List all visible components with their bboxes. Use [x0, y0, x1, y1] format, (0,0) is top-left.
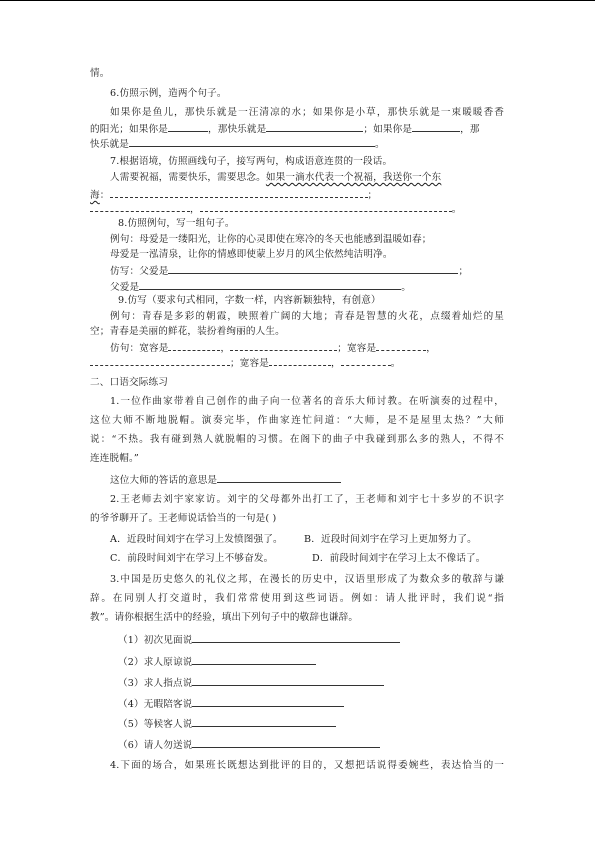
item-label: （2）求人原谅说	[118, 657, 193, 668]
page-top-border	[0, 0, 595, 1]
answer-blank[interactable]	[266, 122, 363, 132]
question-6-example: 如果你是鱼儿，那快乐就是一汪清凉的水；如果你是小草，那快乐就是一束暖暖香香	[110, 107, 504, 118]
s2-option-d[interactable]: D．前段时间刘宇在学习上太不像话了。	[312, 553, 486, 564]
text-fragment: 。	[401, 282, 411, 293]
text-fragment: ；宽容是	[337, 343, 377, 354]
question-7-title: 7.根据语境，仿照画线句子，接写两句，构成语意连贯的一段话。	[110, 156, 393, 167]
item-label: （6）请人勿送说	[118, 740, 193, 751]
answer-blank[interactable]	[192, 697, 344, 707]
answer-blank[interactable]	[168, 341, 220, 351]
answer-blank[interactable]	[139, 280, 401, 290]
question-9-example-1: 例句：青春是多彩的朝霞，映照着广阔的大地；青春是智慧的火花，点缀着灿烂的星	[110, 311, 504, 322]
answer-blank[interactable]	[192, 633, 400, 643]
question-6-title: 6.仿照示例，造两个句子。	[110, 88, 227, 99]
s3-line-2: 辞。在同别人打交道时，我们常常使用到这些词语。例如：请人批评时，我们说“指	[90, 593, 504, 604]
answer-blank[interactable]	[192, 676, 384, 686]
s1-line-4: 连连脱帽。”	[90, 453, 139, 464]
text-fragment: ；宽容是	[230, 358, 269, 369]
text-fragment: ，	[426, 343, 436, 354]
question-8-imitation-1	[110, 264, 468, 278]
answer-blank[interactable]	[129, 137, 375, 147]
answer-blank[interactable]	[269, 356, 331, 366]
answer-blank[interactable]	[376, 341, 426, 351]
text-fragment: 人需要祝福，需要快乐，需要思念。	[110, 172, 266, 183]
answer-blank[interactable]	[168, 264, 458, 274]
text-fragment: 。	[374, 139, 385, 150]
question-7-blank-line: 海： ；	[90, 190, 378, 201]
text-fragment: ；	[367, 190, 378, 201]
s2-line-1: 2.王老师去刘宇家家访。刘宇的父母都外出打工了，王老师和刘宇七十多岁的不识字	[110, 494, 504, 505]
answer-blank[interactable]	[90, 202, 190, 212]
question-8-example-2: 母爱是一泓清泉，让你的情感即使蒙上岁月的风尘依然纯洁明净。	[110, 249, 393, 260]
text-fragment: 快乐就是	[90, 139, 129, 150]
question-6-blank-line-2	[90, 137, 385, 151]
item-label: （5）等候客人说	[118, 719, 193, 730]
text-fragment: 父爱是	[110, 282, 140, 293]
question-9-example-2: 空；青春是美丽的鲜花，装扮着绚丽的人生。	[90, 326, 285, 337]
text-fragment: ，	[220, 343, 231, 354]
answer-blank[interactable]	[90, 356, 230, 366]
text-fragment: 。	[390, 358, 401, 369]
answer-blank[interactable]	[110, 188, 368, 198]
question-6-blank-line	[90, 122, 480, 136]
text-fragment: 的阳光；如果你是	[90, 124, 168, 135]
s1-question	[110, 473, 341, 487]
text-fragment: 。	[451, 204, 462, 215]
text-fragment: 这位大师的答话的意思是	[110, 475, 218, 486]
answer-blank[interactable]	[200, 202, 452, 212]
s3-line-3: 教”。请你根据生活中的经验，填出下列句子中的敬辞也谦辞。	[90, 612, 359, 623]
s2-option-c[interactable]: C．前段时间刘宇在学习上不够奋发。	[110, 553, 274, 564]
question-7-blank-line-2	[90, 202, 462, 216]
underlined-sentence: 如果一滴水代表一个祝福，我送你一个东	[265, 172, 442, 183]
s4-line-1: 4.下面的场合，如果班长既想达到批评的目的，又想把话说得委婉些，表达恰当的一	[110, 760, 504, 771]
question-8-title: 8.仿照例句，写一组句子。	[118, 218, 235, 229]
s3-item	[118, 697, 344, 711]
s1-line-1: 1.一位作曲家带着自己创作的曲子向一位著名的音乐大师讨教。在听演奏的过程中，	[110, 396, 504, 407]
question-8-imitation-2	[110, 280, 411, 294]
underlined-sentence: 海	[90, 190, 100, 201]
s2-option-b[interactable]: B．近段时间刘宇在学习上更加努力了。	[304, 534, 477, 545]
text-line: 情。	[90, 68, 110, 79]
question-9-imitation-2	[90, 356, 400, 370]
text-fragment: ；	[458, 266, 469, 277]
s1-line-3: 说：“不热。我有碰到熟人就脱帽的习惯。在阁下的曲子中我碰到那么多的熟人，不得不	[90, 434, 504, 445]
item-label: （3）求人指点说	[118, 678, 193, 689]
answer-blank[interactable]	[192, 717, 336, 727]
s3-item	[118, 633, 400, 647]
s3-line-1: 3.中国是历史悠久的礼仪之邦，在漫长的历史中，汉语里形成了为数众多的敬辞与谦	[110, 574, 504, 585]
text-fragment: 仿句：宽容是	[110, 343, 169, 354]
s3-item	[118, 738, 380, 752]
answer-blank[interactable]	[192, 738, 380, 748]
section-2-heading: 二、口语交际练习	[90, 377, 168, 388]
answer-blank[interactable]	[341, 356, 391, 366]
s3-item	[118, 676, 384, 690]
item-label: （4）无暇陪客说	[118, 699, 193, 710]
text-fragment: 仿写：父爱是	[110, 266, 169, 277]
answer-blank[interactable]	[192, 655, 316, 665]
text-fragment: ，	[330, 358, 341, 369]
answer-blank[interactable]	[412, 122, 460, 132]
question-9-title: 9.仿写（要求句式相同，字数一样，内容新颖独特，有创意）	[118, 295, 381, 306]
text-fragment: ，那快乐就是	[207, 124, 267, 135]
s3-item	[118, 655, 316, 669]
question-8-example-1: 例句：母爱是一缕阳光，让你的心灵即使在寒冷的冬天也能感到温暖如春；	[110, 234, 432, 245]
answer-blank[interactable]	[168, 122, 208, 132]
text-fragment: ；如果你是	[363, 124, 413, 135]
text-fragment: ，那	[460, 124, 480, 135]
s3-item	[118, 717, 336, 731]
s1-line-2: 这位大师不断地脱帽。演奏完毕，作曲家连忙问道：“大师，是不是屋里太热？”大师	[90, 415, 504, 426]
question-9-imitation-1	[110, 341, 436, 355]
question-7-context	[110, 172, 441, 184]
s2-line-2: 的爷爷聊开了。王老师说话恰当的一句是( )	[90, 513, 277, 524]
answer-blank[interactable]	[230, 341, 337, 351]
answer-blank[interactable]	[217, 473, 341, 483]
item-label: （1）初次见面说	[118, 635, 193, 646]
s2-option-a[interactable]: A．近段时间刘宇在学习上发愤图强了。	[110, 534, 283, 545]
text-fragment: ，	[190, 204, 200, 215]
